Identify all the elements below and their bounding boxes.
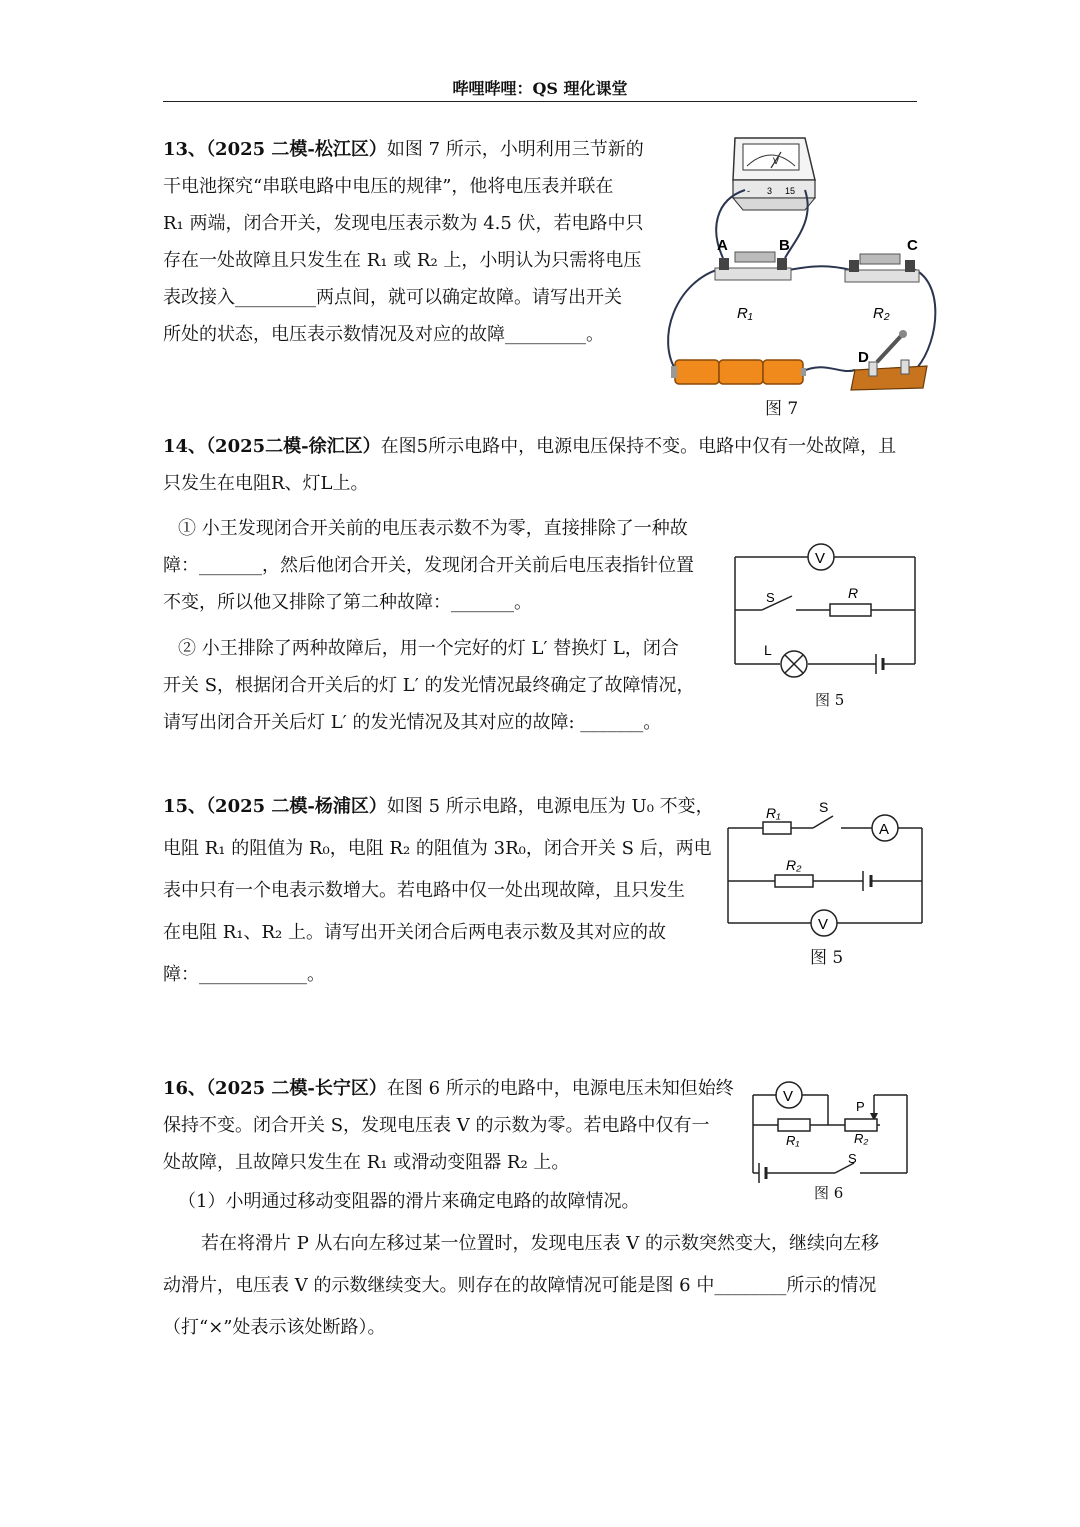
label-r2: R₂ <box>873 305 890 322</box>
label-p: P <box>856 1099 865 1114</box>
q14-sub2-line-1: ② 小王排除了两种故障后，用一个完好的灯 L′ 替换灯 L，闭合 <box>178 638 679 659</box>
q14-number: 14、 <box>163 436 207 457</box>
q13-line-3: R₁ 两端，闭合开关，发现电压表示数为 4.5 伏，若电路中只 <box>163 213 644 234</box>
q14-line-1 <box>163 428 896 465</box>
label-r1: R₁ <box>737 305 753 322</box>
resistor-r2-icon <box>775 875 813 887</box>
battery-icon <box>876 654 883 674</box>
battery-pack-icon <box>671 360 806 384</box>
header-rule <box>163 101 917 102</box>
resistor-r2-icon <box>845 254 919 282</box>
figure-5-caption-q15: 图 5 <box>810 948 844 968</box>
label-l: L <box>764 642 772 658</box>
label-v: V <box>818 916 829 933</box>
q16-sub1: （1）小明通过移动变阻器的滑片来确定电路的故障情况。 <box>178 1191 640 1212</box>
q15-text-1: 如图 5 所示电路，电源电压为 U₀ 不变， <box>386 796 714 817</box>
label-r: R <box>848 585 859 601</box>
meter-tick-15: 15 <box>785 186 796 196</box>
resistor-r-icon <box>830 604 871 616</box>
q15-line-1 <box>163 788 714 825</box>
q13-number: 13、 <box>163 139 207 160</box>
q13-text-1: 如图 7 所示，小明利用三节新的 <box>386 139 644 160</box>
label-d: D <box>858 349 869 366</box>
label-b: B <box>779 237 790 254</box>
resistor-r1-icon <box>778 1119 810 1131</box>
resistor-r1-icon <box>715 252 791 280</box>
q16-para-line-2: 动滑片，电压表 V 的示数继续变大。则存在的故障情况可能是图 6 中________所示的情况 <box>163 1275 877 1296</box>
q15-line-3: 表中只有一个电表示数增大。若电路中仅一处出现故障，且只发生 <box>163 880 685 901</box>
voltmeter-icon <box>733 138 815 210</box>
q16-line-3: 处故障，且故障只发生在 R₁ 或滑动变阻器 R₂ 上。 <box>163 1152 570 1173</box>
q13-source: （2025 二模-松江区） <box>206 139 387 160</box>
label-s: S <box>848 1151 857 1166</box>
q15-line-4: 在电阻 R₁、R₂ 上。请写出开关闭合后两电表示数及其对应的故 <box>163 922 666 943</box>
figure-5-circuit-q14 <box>730 540 920 670</box>
q16-para-line-3: （打“×”处表示该处断路）。 <box>163 1317 386 1338</box>
lamp-icon <box>781 651 807 677</box>
q14-line-2: 只发生在电阻R、灯L上。 <box>163 473 369 494</box>
q15-number: 15、 <box>163 796 207 817</box>
q14-source: （2025二模-徐汇区） <box>206 436 381 457</box>
q16-source: （2025 二模-长宁区） <box>206 1078 387 1099</box>
label-v: V <box>815 550 826 567</box>
rheostat-r2-icon <box>845 1119 877 1131</box>
q16-number: 16、 <box>163 1078 207 1099</box>
q14-sub2-line-2: 开关 S，根据闭合开关后的灯 L′ 的发光情况最终确定了故障情况， <box>163 675 695 696</box>
figure-6-circuit <box>750 1075 915 1180</box>
battery-icon <box>863 871 871 891</box>
q13-line-6: 所处的状态，电压表示数情况及对应的故障_________。 <box>163 324 604 345</box>
figure-7-caption: 图 7 <box>765 399 799 419</box>
figure-5-caption-q14: 图 5 <box>815 691 845 709</box>
meter-tick-3: 3 <box>767 186 773 196</box>
q16-line-2: 保持不变。闭合开关 S，发现电压表 V 的示数为零。若电路中仅有一 <box>163 1115 710 1136</box>
q16-line-1 <box>163 1070 734 1107</box>
label-s: S <box>766 590 775 605</box>
q14-sub1-line-1: ① 小王发现闭合开关前的电压表示数不为零，直接排除了一种故 <box>178 518 688 539</box>
label-r2: R₂ <box>854 1131 869 1146</box>
q13-line-2: 干电池探究“串联电路中电压的规律”，他将电压表并联在 <box>163 176 614 197</box>
voltmeter-symbol: V <box>773 156 780 166</box>
q13-line-5: 表改接入_________两点间，就可以确定故障。请写出开关 <box>163 287 622 308</box>
q16-para-line-1: 若在将滑片 P 从右向左移过某一位置时，发现电压表 V 的示数突然变大，继续向左移 <box>201 1233 879 1254</box>
resistor-r1-icon <box>763 822 791 834</box>
label-s: S <box>819 799 829 815</box>
label-r1: R₁ <box>766 805 781 821</box>
q15-line-2: 电阻 R₁ 的阻值为 R₀，电阻 R₂ 的阻值为 3R₀，闭合开关 S 后，两电 <box>163 838 712 859</box>
label-a: A <box>879 821 890 838</box>
figure-6-caption: 图 6 <box>814 1184 844 1202</box>
q15-line-5: 障：____________。 <box>163 964 325 985</box>
q13-line-4: 存在一处故障且只发生在 R₁ 或 R₂ 上，小明认为只需将电压 <box>163 250 642 271</box>
meter-tick-minus: - <box>747 186 750 196</box>
q14-sub1-line-3: 不变，所以他又排除了第二种故障：_______。 <box>163 592 532 613</box>
label-c: C <box>907 237 918 254</box>
q14-text-1: 在图5所示电路中，电源电压保持不变。电路中仅有一处故障，且 <box>380 436 897 457</box>
q13-line-1 <box>163 131 644 168</box>
label-r2: R₂ <box>786 857 802 873</box>
page-header: 哔哩哔哩：QS 理化课堂 <box>452 79 628 98</box>
label-v: V <box>783 1088 794 1105</box>
battery-icon <box>759 1163 766 1183</box>
q15-source: （2025 二模-杨浦区） <box>206 796 387 817</box>
figure-7-circuit <box>655 130 945 400</box>
label-a: A <box>717 237 728 254</box>
label-r1: R₁ <box>786 1133 800 1148</box>
q14-sub2-line-3: 请写出闭合开关后灯 L′ 的发光情况及其对应的故障: _______。 <box>163 712 662 733</box>
q16-text-1: 在图 6 所示的电路中，电源电压未知但始终 <box>386 1078 734 1099</box>
figure-5-circuit-q15 <box>725 798 925 933</box>
q14-sub1-line-2: 障：_______，然后他闭合开关，发现闭合开关前后电压表指针位置 <box>163 555 694 576</box>
